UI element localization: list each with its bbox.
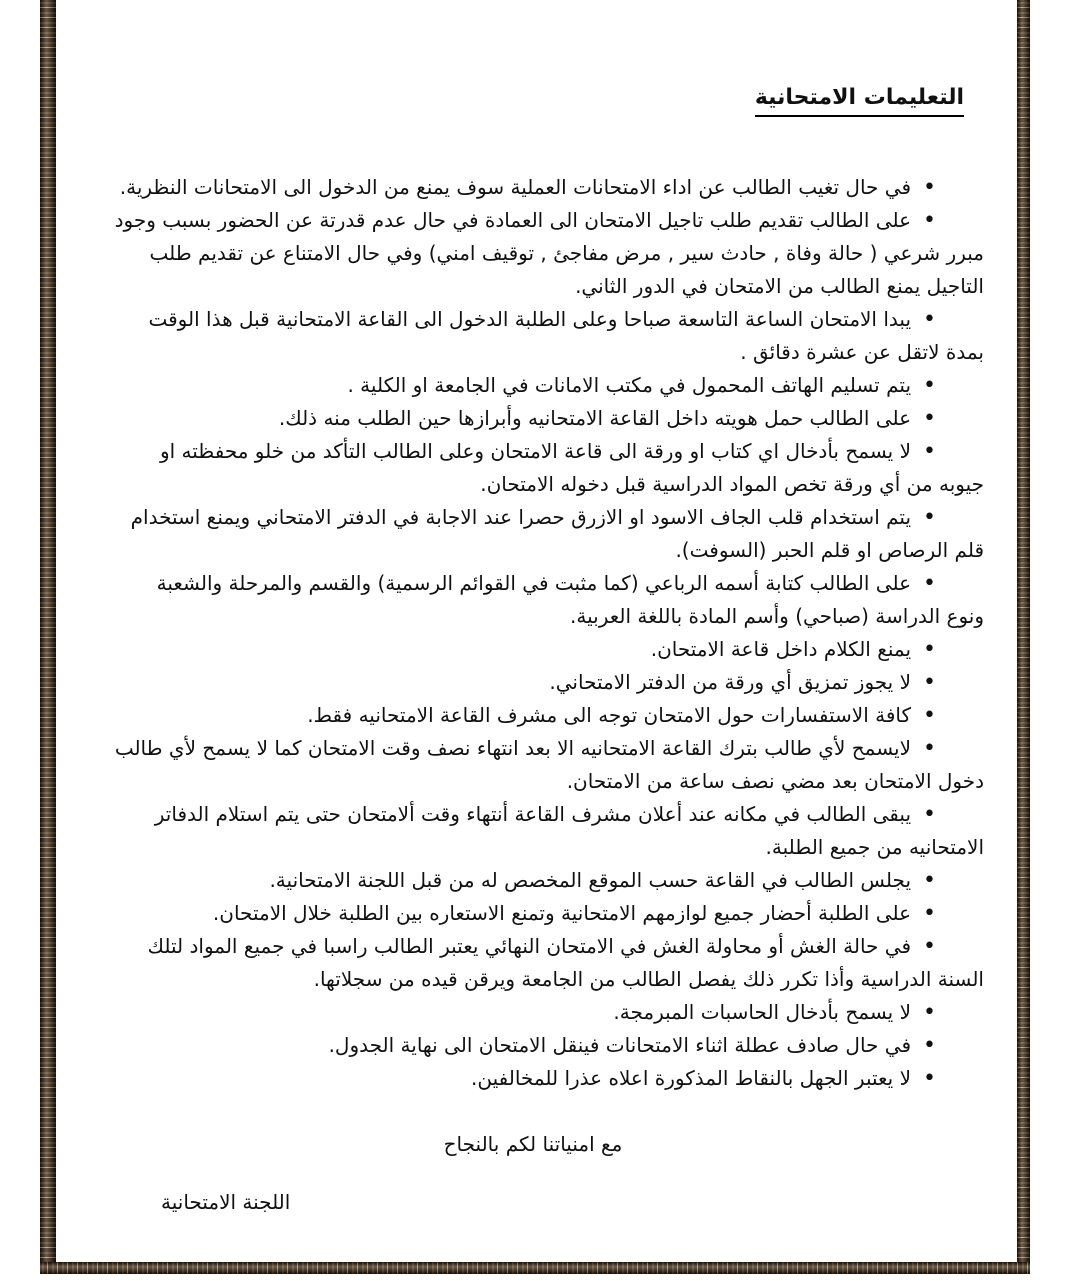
instruction-item: • في حال صادف عطلة اثناء الامتحانات فينقل الامتحان الى نهاية الجدول. <box>114 1029 984 1062</box>
instruction-item: • يمنع الكلام داخل قاعة الامتحان. <box>114 633 984 666</box>
instruction-item: • لايسمح لأي طالب بترك القاعة الامتحانيه الا بعد انتهاء نصف وقت الامتحان كما لا يسمح لأي طالب دخول الامتحان بعد مضي نصف ساعة من الامتحان. <box>114 732 984 798</box>
instruction-item: • لا يسمح بأدخال اي كتاب او ورقة الى قاعة الامتحان وعلى الطالب التأكد من خلو محفظته او جيوبه من أي ورقة تخص المواد الدراسية قبل دخوله الامتحان. <box>114 435 984 501</box>
instruction-item: • على الطالب حمل هويته داخل القاعة الامتحانيه وأبرازها حين الطلب منه ذلك. <box>114 402 984 435</box>
instruction-item: • على الطلبة أحضار جميع لوازمهم الامتحانية وتمنع الاستعاره بين الطلبة خلال الامتحان. <box>114 897 984 930</box>
instruction-item: • لا يعتبر الجهل بالنقاط المذكورة اعلاه عذرا للمخالفين. <box>114 1062 984 1095</box>
instruction-item: • يبدا الامتحان الساعة التاسعة صباحا وعلى الطلبة الدخول الى القاعة الامتحانية قبل هذا الوقت بمدة لاتقل عن عشرة دقائق . <box>114 303 984 369</box>
instruction-item: • يتم تسليم الهاتف المحمول في مكتب الامانات في الجامعة او الكلية . <box>114 369 984 402</box>
instruction-item: • يجلس الطالب في القاعة حسب الموقع المخصص له من قبل اللجنة الامتحانية. <box>114 864 984 897</box>
document-content <box>56 0 986 1217</box>
instruction-item: • يبقى الطالب في مكانه عند أعلان مشرف القاعة أنتهاء وقت ألامتحان حتى يتم استلام الدفاتر الامتحانيه من جميع الطلبة. <box>114 798 984 864</box>
instruction-item: • في حال تغيب الطالب عن اداء الامتحانات العملية سوف يمنع من الدخول الى الامتحانات النظرية. <box>114 171 984 204</box>
decorative-border-right <box>1017 0 1030 1274</box>
instruction-item: • لا يجوز تمزيق أي ورقة من الدفتر الامتحاني. <box>114 666 984 699</box>
instruction-item: • يتم استخدام قلب الجاف الاسود او الازرق حصرا عند الاجابة في الدفتر الامتحاني ويمنع استخدام قلم الرصاص او قلم الحبر (السوفت). <box>114 501 984 567</box>
instruction-item: • لا يسمح بأدخال الحاسبات المبرمجة. <box>114 996 984 1029</box>
title-row <box>56 84 964 117</box>
instruction-item: • على الطالب تقديم طلب تاجيل الامتحان الى العمادة في حال عدم قدرتة عن الحضور بسبب وجود مبرر شرعي ( حالة وفاة , حادث سير , مرض مفاجئ , توقيف امني) وفي حال الامتناع عن تقديم طلب التاجيل يمنع الطالب من الامتحان في الدور الثاني. <box>114 204 984 303</box>
closing-wishes: مع امنياتنا لكم بالنجاح <box>443 1132 623 1156</box>
instruction-item: • في حالة الغش أو محاولة الغش في الامتحان النهائي يعتبر الطالب راسبا في جميع المواد لتلك السنة الدراسية وأذا تكرر ذلك يفصل الطالب من الجامعة ويرقن قيده من سجلاتها. <box>114 930 984 996</box>
decorative-border-left <box>40 0 56 1274</box>
instructions-list <box>56 171 986 1095</box>
instruction-item: • على الطالب كتابة أسمه الرباعي (كما مثبت في القوائم الرسمية) والقسم والمرحلة والشعبة ونوع الدراسة (صباحي) وأسم المادة باللغة العربية. <box>114 567 984 633</box>
instruction-item: • كافة الاستفسارات حول الامتحان توجه الى مشرف القاعة الامتحانيه فقط. <box>114 699 984 732</box>
page-title: التعليمات الامتحانية <box>755 84 964 117</box>
decorative-border-bottom <box>40 1262 1030 1274</box>
committee-signature: اللجنة الامتحانية <box>161 1190 291 1214</box>
